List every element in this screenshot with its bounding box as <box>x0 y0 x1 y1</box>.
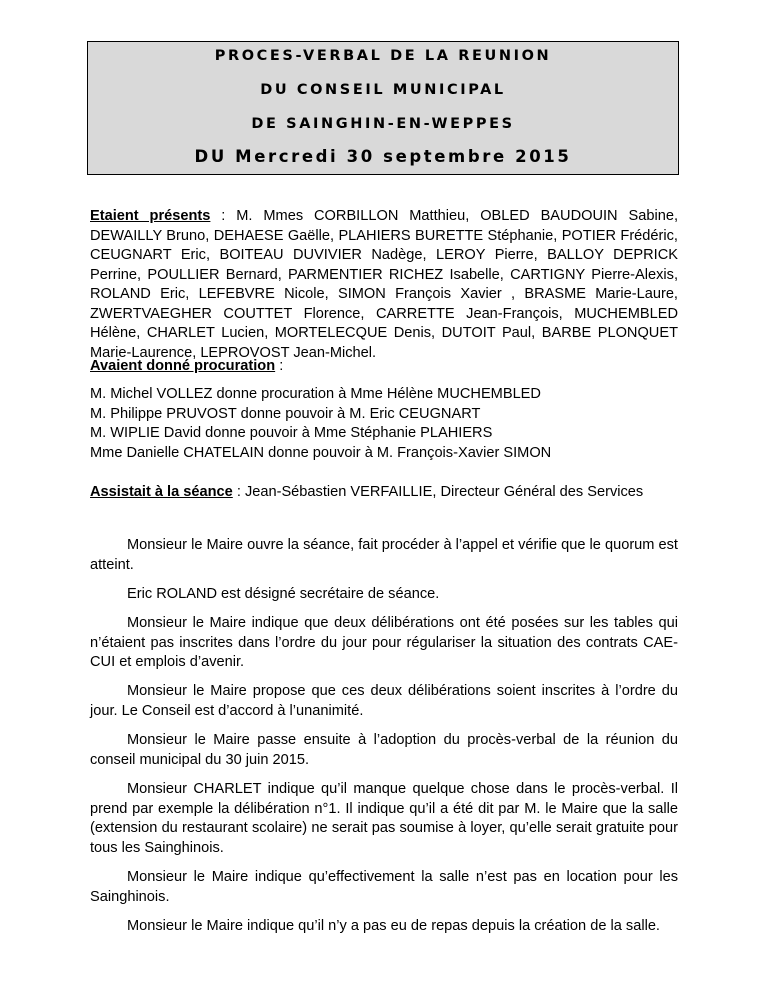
presents-paragraph <box>90 207 678 363</box>
procuration-heading <box>90 357 678 377</box>
body-paragraph: Monsieur CHARLET indique qu’il manque quelque chose dans le procès-verbal. Il prend par exemple la délibération n°1. Il indique qu’il a été dit par M. le Maire que la salle (extension du restaurant scolaire) ne serait pas soumise à loyer, qu’elle serait gratuite pour tous les Sainghinois. <box>90 781 678 856</box>
body-paragraph: Monsieur le Maire indique que deux délibérations ont été posées sur les tables qui n’étaient pas inscrites dans l’ordre du jour pour régulariser la situation des contrats CAE-CUI et emplois d’avenir. <box>90 615 678 670</box>
assistait-paragraph <box>90 483 678 503</box>
presents-text: : M. Mmes CORBILLON Matthieu, OBLED BAUDOUIN Sabine, DEWAILLY Bruno, DEHAESE Gaëlle, PLAHIERS BURETTE Stéphanie, POTIER Frédéric, CEUGNART Eric, BOITEAU DUVIVIER Nadège, LEROY Pierre, BALLOY DEPRICK Perrine, POULLIER Bernard, PARMENTIER RICHEZ Isabelle, CARTIGNY Pierre-Alexis, ROLAND Eric, LEFEBVRE Nicole, SIMON François Xavier , BRASME Marie-Laure, ZWERTVAEGHER COUTTET Florence, CARRETTE Jean-François, MUCHEMBLED Hélène, CHARLET Lucien, MORTELECQUE Denis, DUTOIT Paul, BARBE PLONQUET Marie-Laurence, LEPROVOST Jean-Michel. <box>90 208 678 361</box>
body-paragraph: Monsieur le Maire indique qu’il n’y a pas eu de repas depuis la création de la salle. <box>127 918 660 934</box>
title-box <box>87 41 679 175</box>
procuration-item: M. Michel VOLLEZ donne procuration à Mme Hélène MUCHEMBLED <box>90 386 541 402</box>
procuration-item: M. WIPLIE David donne pouvoir à Mme Stéphanie PLAHIERS <box>90 425 493 441</box>
procuration-item: Mme Danielle CHATELAIN donne pouvoir à M. François-Xavier SIMON <box>90 444 552 461</box>
body-paragraph: Eric ROLAND est désigné secrétaire de séance. <box>127 586 440 602</box>
assistait-label: Assistait à la séance <box>90 484 233 500</box>
title-line-1: PROCES-VERBAL DE LA REUNION <box>214 48 552 64</box>
body-paragraph: Monsieur le Maire ouvre la séance, fait procéder à l’appel et vérifie que le quorum est atteint. <box>90 537 678 573</box>
title-line-3: DE SAINGHIN-EN-WEPPES <box>251 116 515 132</box>
body-paragraph: Monsieur le Maire propose que ces deux délibérations soient inscrites à l’ordre du jour. Le Conseil est d’accord à l’unanimité. <box>90 683 678 719</box>
presents-label: Etaient présents <box>90 208 211 224</box>
procuration-suffix: : <box>275 358 284 374</box>
procuration-item: M. Philippe PRUVOST donne pouvoir à M. Eric CEUGNART <box>90 405 481 422</box>
assistait-text: : Jean-Sébastien VERFAILLIE, Directeur Général des Services <box>232 484 644 500</box>
title-line-4: DU Mercredi 30 septembre 2015 <box>194 147 572 166</box>
procuration-list <box>90 385 678 463</box>
body-paragraph: Monsieur le Maire indique qu’effectivement la salle n’est pas en location pour les Sainghinois. <box>90 869 678 905</box>
title-line-2: DU CONSEIL MUNICIPAL <box>260 82 506 98</box>
procuration-label: Avaient donné procuration <box>90 358 276 374</box>
body-paragraph: Monsieur le Maire passe ensuite à l’adoption du procès-verbal de la réunion du conseil municipal du 30 juin 2015. <box>90 732 678 768</box>
